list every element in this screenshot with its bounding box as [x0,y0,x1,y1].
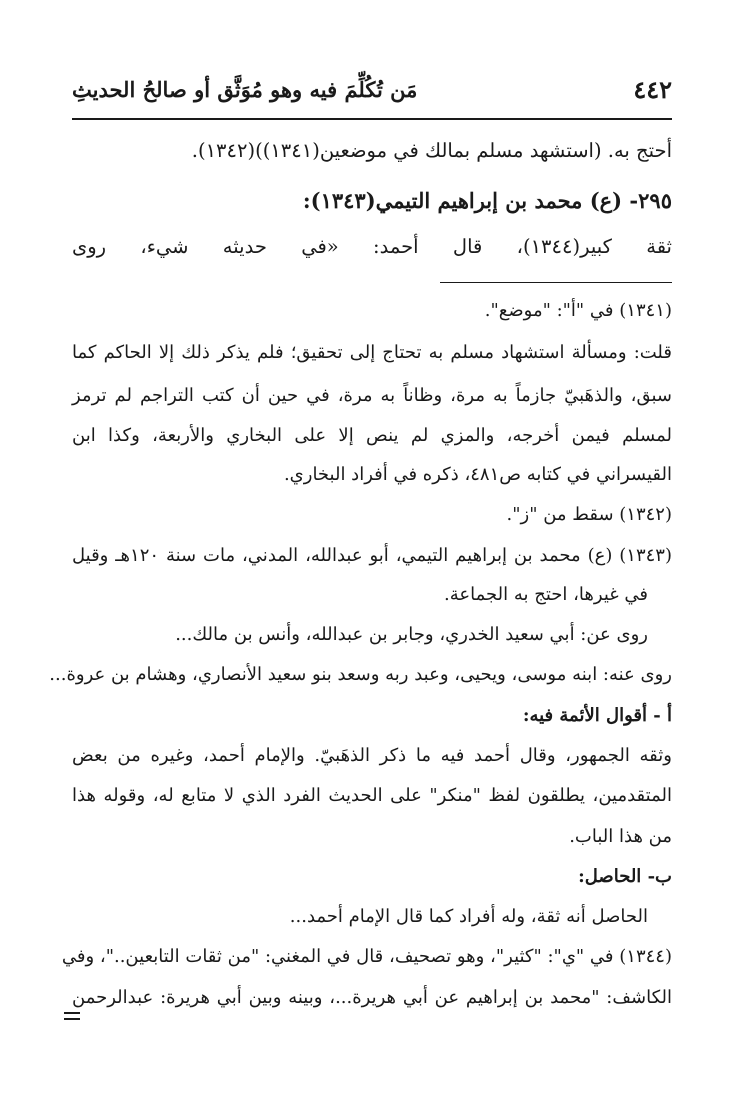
running-title: مَن تُكُلِّمَ فيه وهو مُوَثَّق أو صالحُ الحديثِ [72,76,418,102]
section-a-heading: أ - أقوال الأئمة فيه: [522,705,672,726]
section-a-line: وثقه الجمهور، وقال أحمد فيه ما ذكر الذهَبيّ. والإمام أحمد، وغيره من بعض [72,745,672,766]
main-text-line: أحتج به. (استشهد مسلم بمالك في موضعين(١٣٤١))(١٣٤٢). [191,139,672,162]
footnote-1344: (١٣٤٤) في "ي": "كثير"، وهو تصحيف، قال في المغني: "من ثقات التابعين.."، وفي [61,946,672,967]
footnote-comment-line: سبق، والذهَبيّ جازماً به مرة، وظاناً به مرة، في حين أن كتب التراجم لم ترمز [72,385,672,406]
entry-heading: ٢٩٥- (ع) محمد بن إبراهيم التيمي(١٣٤٣): [302,188,672,213]
narrated-from: روى عن: أبي سعيد الخدري، وجابر بن عبدالله، وأنس بن مالك... [175,624,648,645]
main-text-line: ثقة كبير(١٣٤٤)، قال أحمد: «في حديثه شيء، روى [72,235,672,258]
section-a-line: المتقدمين، يطلقون لفظ "منكر" على الحديث الفرد الذي لا متابع له، وقوله هذا [72,785,672,806]
footnote-1343-line: في غيرها، احتج به الجماعة. [443,584,648,605]
header-rule [72,118,672,120]
page-header [72,66,672,112]
footnote-comment-line: قلت: ومسألة استشهاد مسلم به تحتاج إلى تحقيق؛ فلم يذكر ذلك إلا الحاكم كما [72,342,672,363]
footnote-1342: (١٣٤٢) سقط من "ز". [506,504,672,525]
footnote-separator [440,282,672,283]
section-a-line: من هذا الباب. [569,826,672,847]
footnote-1341: (١٣٤١) في "أ": "موضع". [484,300,672,321]
footnote-1344-line: الكاشف: "محمد بن إبراهيم عن أبي هريرة...، وبينه وبين أبي هريرة: عبدالرحمن [72,987,672,1008]
footnote-comment-line: القيسراني في كتابه ص٤٨١، ذكره في أفراد البخاري. [283,464,672,485]
section-b-heading: ب- الحاصل: [578,866,672,887]
continuation-mark [64,1012,80,1020]
footnote-1343: (١٣٤٣) (ع) محمد بن إبراهيم التيمي، أبو عبدالله، المدني، مات سنة ١٢٠هـ وقيل [72,545,672,566]
narrated-by: روى عنه: ابنه موسى، ويحيى، وعبد ربه وسعد بنو سعيد الأنصاري، وهشام بن عروة... [49,664,672,685]
page-number: ٤٤٢ [633,74,672,104]
section-b-line: الحاصل أنه ثقة، وله أفراد كما قال الإمام أحمد... [289,906,648,927]
footnote-comment-line: لمسلم فيمن أخرجه، والمزي لم ينص إلا على البخاري والأربعة، وكذا ابن [72,425,672,446]
